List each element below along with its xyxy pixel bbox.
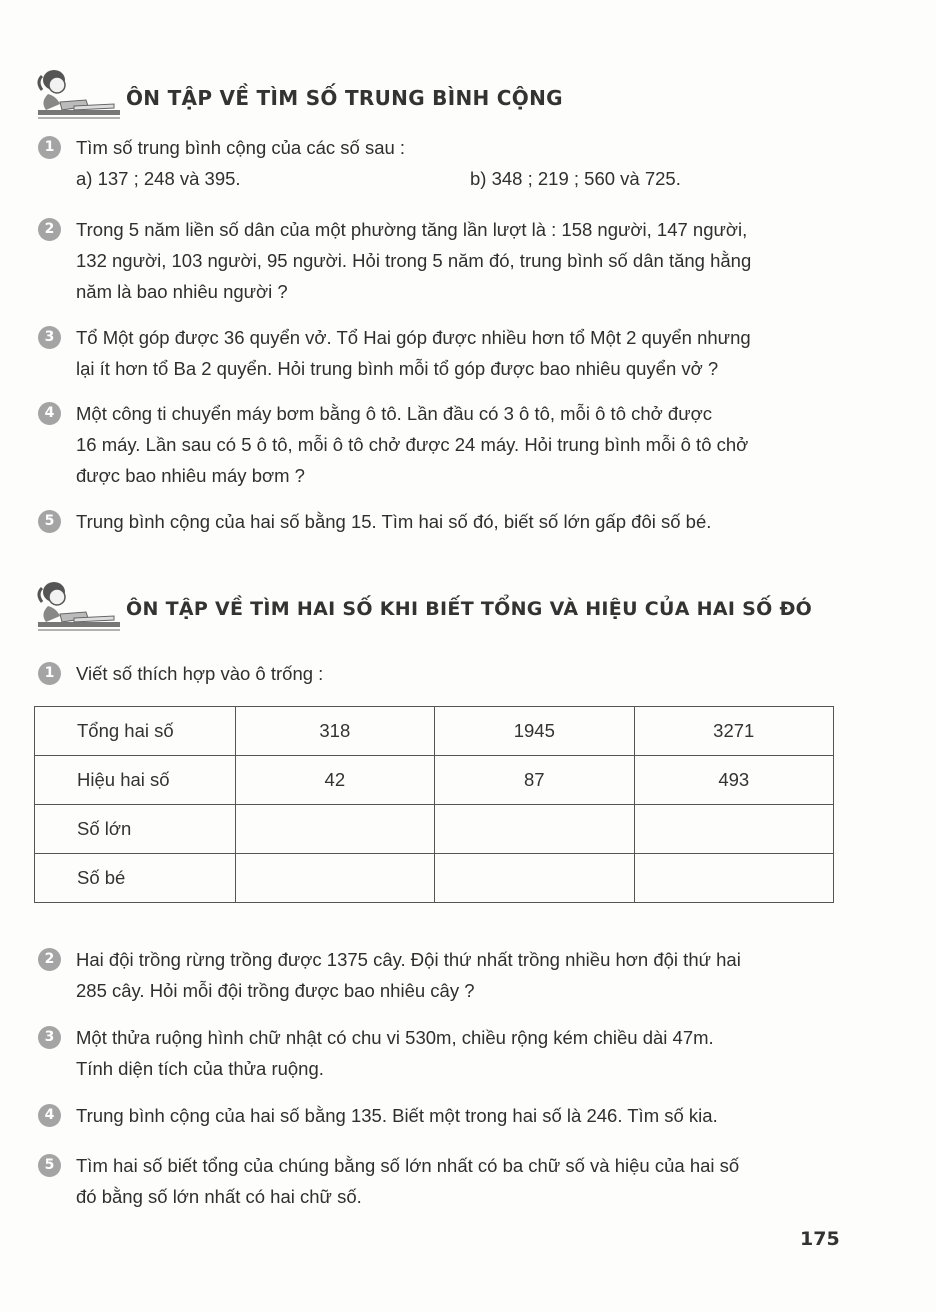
exercise-text: Viết số thích hợp vào ô trống : [76, 663, 324, 684]
exercise-2 [38, 214, 838, 307]
exercise-line: Tổ Một góp được 36 quyển vở. Tổ Hai góp được nhiều hơn tổ Một 2 quyển nhưng [76, 327, 751, 348]
exercise-number-badge: 3 [38, 1026, 61, 1049]
sum-difference-table [34, 706, 834, 903]
section-title: ÔN TẬP VỀ TÌM HAI SỐ KHI BIẾT TỔNG VÀ HIỆU CỦA HAI SỐ ĐÓ [126, 598, 813, 620]
table-cell: 3271 [634, 707, 833, 756]
student-reading-icon [34, 578, 124, 634]
exercise-2 [38, 944, 838, 1006]
exercise-5 [38, 506, 838, 537]
exercise-line: năm là bao nhiêu người ? [76, 281, 288, 302]
row-label: Hiệu hai số [35, 756, 236, 805]
answer-cell [634, 805, 833, 854]
table-cell: 318 [235, 707, 434, 756]
table-row [35, 854, 834, 903]
exercise-line: Tính diện tích của thửa ruộng. [76, 1058, 324, 1079]
exercise-3 [38, 1022, 838, 1084]
table-row [35, 756, 834, 805]
exercise-line: Một thửa ruộng hình chữ nhật có chu vi 530m, chiều rộng kém chiều dài 47m. [76, 1027, 714, 1048]
row-label: Số lớn [35, 805, 236, 854]
part-a: a) 137 ; 248 và 395. [76, 168, 241, 189]
part-b: b) 348 ; 219 ; 560 và 725. [470, 168, 681, 189]
section-header-sum-difference [34, 578, 894, 634]
exercise-number-badge: 2 [38, 218, 61, 241]
table-cell: 42 [235, 756, 434, 805]
answer-cell [634, 854, 833, 903]
exercise-number-badge: 4 [38, 1104, 61, 1127]
exercise-1 [38, 132, 838, 194]
exercise-line: Một công ti chuyển máy bơm bằng ô tô. Lần đầu có 3 ô tô, mỗi ô tô chở được [76, 403, 712, 424]
row-label: Số bé [35, 854, 236, 903]
exercise-line: Tìm hai số biết tổng của chúng bằng số lớn nhất có ba chữ số và hiệu của hai số [76, 1155, 740, 1176]
exercise-line: được bao nhiêu máy bơm ? [76, 465, 305, 486]
answer-cell [235, 805, 434, 854]
exercise-5 [38, 1150, 838, 1212]
section-header-average [34, 66, 894, 122]
exercise-number-badge: 5 [38, 510, 61, 533]
page-number: 175 [800, 1228, 840, 1250]
section-title: ÔN TẬP VỀ TÌM SỐ TRUNG BÌNH CỘNG [126, 86, 563, 110]
answer-cell [435, 854, 634, 903]
exercise-number-badge: 1 [38, 662, 61, 685]
answer-cell [435, 805, 634, 854]
table-cell: 87 [435, 756, 634, 805]
exercise-number-badge: 1 [38, 136, 61, 159]
exercise-number-badge: 2 [38, 948, 61, 971]
exercise-line: đó bằng số lớn nhất có hai chữ số. [76, 1186, 362, 1207]
exercise-number-badge: 5 [38, 1154, 61, 1177]
exercise-number-badge: 4 [38, 402, 61, 425]
table-cell: 1945 [435, 707, 634, 756]
exercise-line: lại ít hơn tổ Ba 2 quyển. Hỏi trung bình mỗi tổ góp được bao nhiêu quyển vở ? [76, 358, 719, 379]
exercise-line: 285 cây. Hỏi mỗi đội trồng được bao nhiêu cây ? [76, 980, 475, 1001]
exercise-text: Tìm số trung bình cộng của các số sau : [76, 137, 406, 158]
row-label: Tổng hai số [35, 707, 236, 756]
exercise-4 [38, 398, 838, 491]
exercise-line: Hai đội trồng rừng trồng được 1375 cây. Đội thứ nhất trồng nhiều hơn đội thứ hai [76, 949, 741, 970]
exercise-1 [38, 658, 838, 689]
table-row [35, 805, 834, 854]
exercise-4 [38, 1100, 838, 1131]
table-cell: 493 [634, 756, 833, 805]
exercise-line: Trong 5 năm liền số dân của một phường tăng lần lượt là : 158 người, 147 người, [76, 219, 748, 240]
exercise-parts [76, 163, 838, 194]
exercise-line: 132 người, 103 người, 95 người. Hỏi trong 5 năm đó, trung bình số dân tăng hằng [76, 250, 752, 271]
table-row [35, 707, 834, 756]
exercise-line: 16 máy. Lần sau có 5 ô tô, mỗi ô tô chở được 24 máy. Hỏi trung bình mỗi ô tô chở [76, 434, 749, 455]
exercise-3 [38, 322, 838, 384]
answer-cell [235, 854, 434, 903]
exercise-line: Trung bình cộng của hai số bằng 135. Biết một trong hai số là 246. Tìm số kia. [76, 1105, 718, 1126]
exercise-line: Trung bình cộng của hai số bằng 15. Tìm hai số đó, biết số lớn gấp đôi số bé. [76, 511, 712, 532]
student-reading-icon [34, 66, 124, 122]
exercise-number-badge: 3 [38, 326, 61, 349]
